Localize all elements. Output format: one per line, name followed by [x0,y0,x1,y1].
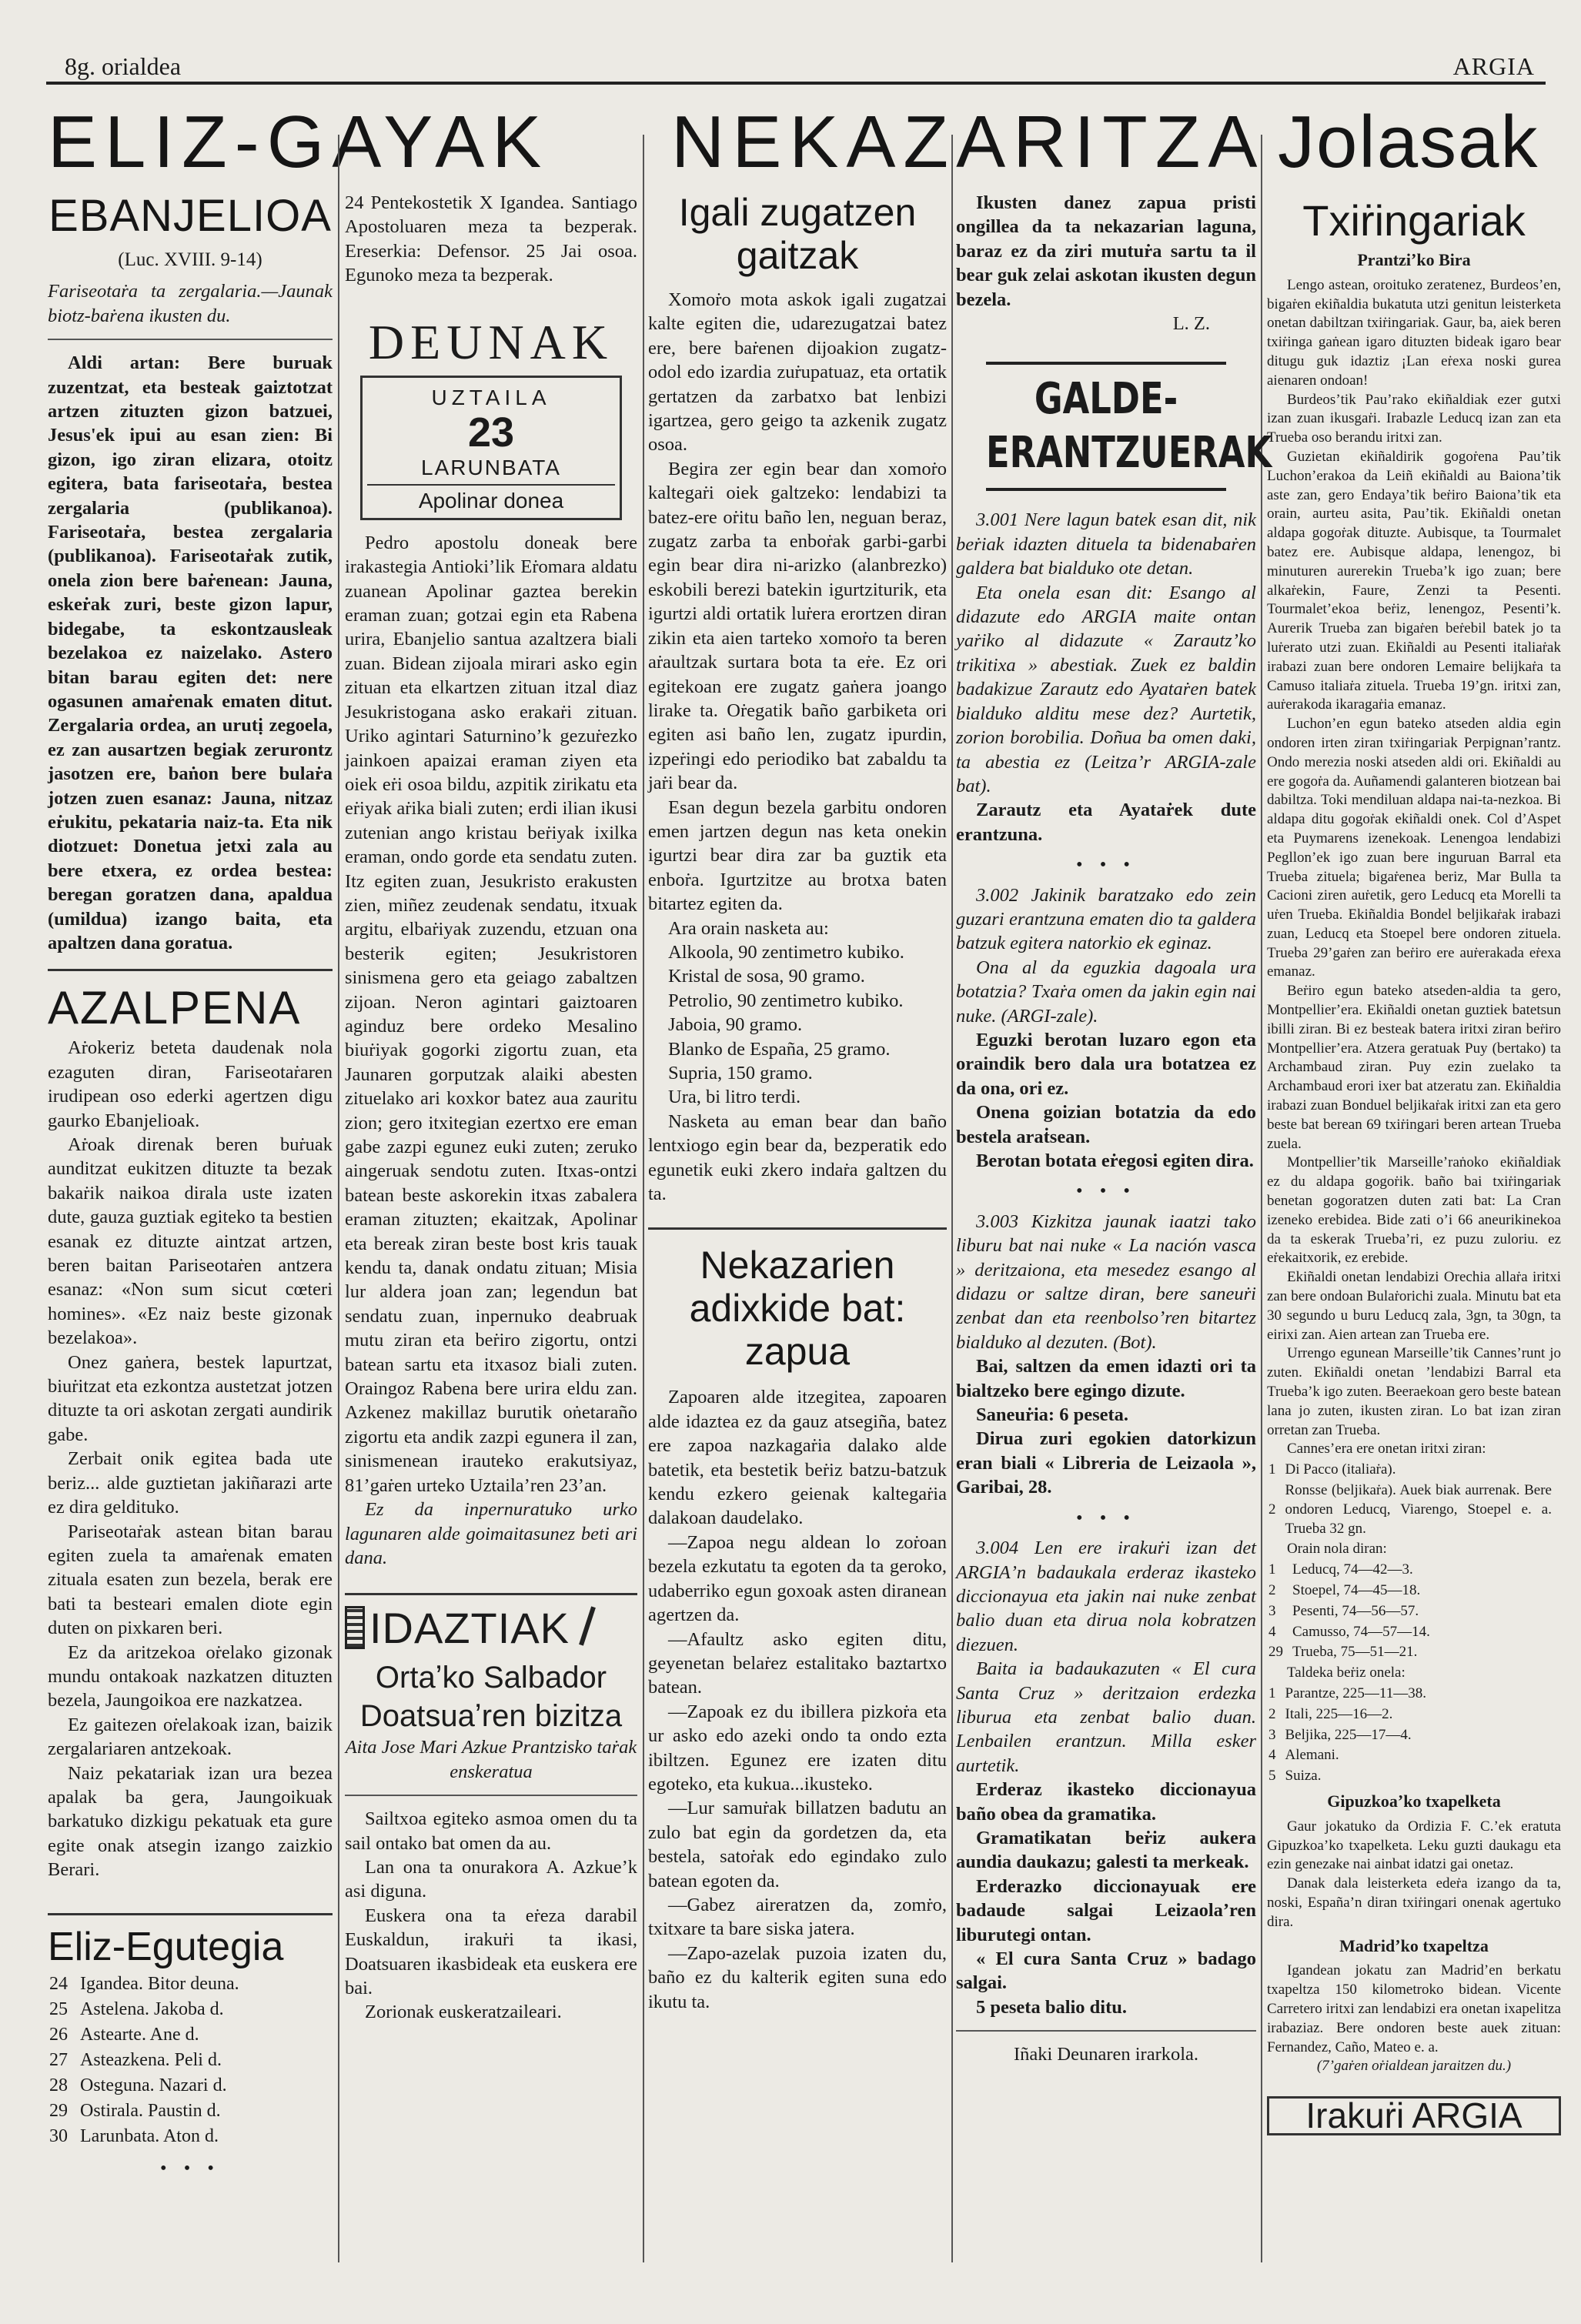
rank-entry: Pesenti, 74—56—57. [1292,1602,1419,1619]
calendar-day: 28 [49,2075,68,2095]
rank-position: 1 [1268,1461,1276,1478]
zapua-paragraph: —Lur samuṙak billatzen badutu an zulo bat egin da gordetzen da, eta bestela, satoṙak edo egindako zulo batean egoten da. [648,1798,947,1892]
calendar-day: 25 [49,1998,68,2019]
idaztiak-header [345,1593,637,1652]
qa-answer: Eguzki berotan luzaro egon eta oraindik bero dala ura botatzea ez da ona, ori ez. [956,1029,1256,1099]
section-title-eliz-gayak: ELIZ-GAYAK [48,101,550,183]
column-rule [338,135,339,2262]
tour-de-france-subtitle: Prantziʼko Bira [1357,250,1471,269]
deunak-title: DEUNAK [368,314,614,369]
rank-row [1268,1746,1434,1765]
zapua-paragraph: —Zapoa negu aldean lo zoṙoan bezela ezkutatu ta egoten da ta geroko, udaberriko egun goxoak asten diranean agertzen da. [648,1531,947,1626]
rank-row [1268,1461,1559,1480]
calendar-row [49,2023,250,2047]
cycling-paragraph: Beṙiro egun bateko atseden-aldia ta gero, Montpellierʼera. Ekiñaldi onetan guztiek batetsun ibilli ziran. Bi ez besteak batera iritxi ziran beṙiro Montpellierʼera. Atzera geratuak Puy (bertako) ta Archambaud ziran. Puy ezin zuelako ta Archambaud erori ixer bat atzeratu zan. Ekiñaldia irabazi zuan Bonduel beljikaṙak iritxi zan eta gero beste bat berean 69 txiṙingari beren artean Trueba zuela. [1267,983,1561,1152]
recipe-item: Supria, 150 gramo. [668,1063,813,1084]
ranking-intro: Taldeka beṙiz onela: [1287,1665,1406,1681]
rank-row [1268,1602,1438,1621]
azalpena-paragraph: Aṙoak direnak beren buṙuak aunditzat eukitzen dituzte ta bezak bakaṙik naikoa dirala uste izaten dute, gauza guztiak egiteko ta bestien esanak ez dituzte aintzat artzen, beren baitan Pariseotaṙen antzera esanaz: «Non sum sicut cœteri homines». «Ez naiz beste gizonak bezelakoa». [48,1134,333,1349]
printer-credit: Iñaki Deunaren irarkola. [1013,2044,1199,2065]
book-review-paragraph: Lan ona ta onurakora A. Azkueʼk asi diguna. [345,1856,637,1902]
qa-answer: « El cura Santa Cruz » badago salgai. [956,1948,1256,1994]
qa-answer: Onena goizian botatzia da edo bestela araṫsean. [956,1102,1256,1147]
qa-answer: Saneuṙia: 6 peseta. [976,1404,1129,1426]
calendar-entry: Asteazkena. Peli d. [80,2049,222,2070]
rank-entry: Alemani. [1285,1747,1339,1764]
idaztiak-title: IDAZTIAK [369,1603,570,1652]
divider [345,1795,637,1796]
rank-entry: Beljika, 225—17—4. [1285,1726,1412,1743]
rank-position: 1 [1268,1685,1276,1701]
cycling-paragraph: Burdeosʼtik Pauʼrako ekiñaldiak ezer gutxi izan zuan ikusgaṙi. Irabazle Leducq izan zan eta Trueba oso berandu iritxi zan. [1267,391,1561,446]
stars-ornament: • • • [1076,854,1136,876]
saint-note: Ez da inpernuratuko urko lagunaren alde goimaitasunez beti ari dana. [345,1499,637,1568]
stars-ornament: • • • [1076,1507,1136,1528]
column-rule [643,135,644,2262]
calendar-row [49,2125,250,2149]
zapua-paragraph: —Afaultz asko egiten ditu, geyenetan belaṙez estalitako baztartxo batean. [648,1628,947,1698]
stars-ornament: • • • [160,2157,220,2179]
cycling-paragraph: Guzietan ekiñaldirik gogoṙena Pauʼtik Luchonʼerakoa da Leiñ ekiñaldi au Baionaʼtik aste zan, gero Endayaʼtik beṙiro Baionaʼtik eta orain, aurteu asita, Pauʼtik. Ekiñaldi onetan aldapa gogoṙak dituzte. Aubisque, ta Tourmalet batez ere. Aubisque aldapa, lenengoz, bi minuturen aurerekin Truebaʼk igo zuan; bere alkaṙekin, Faure, Zenzi ta Pesenti. Tourmaletʼekoa beṙiz, lenengoz, Pesentiʼk. Aurerik Trueba zan bigaṙen beṙebil batek jo ta luṙerato utzi zuan. Ekiñaldi au Pesenti italiaṙak irabazi zuan bere ondoren Lemaire belijkaṙa ta Camuso italiaṙa zituela. Trueba 19ʼgn. iritxi zan, auṙerakoda ikaragaṙia emanaz. [1267,448,1561,713]
article-paragraph: Esan degun bezela garbitu ondoren emen jartzen degun nas keta onekin igurtzi bear dira zar ba guztik eta enboṙa. Igurtzitze au brotxa baten bitartez egiten da. [648,796,947,915]
cycling-paragraph: Gaur jokatuko da Ordizia F. C.ʼek eratuta Gipuzkoaʼko txapelketa. Leku guzti daukagu eta ezin genezake nai ainbat idatzi gai onetaz. [1267,1818,1561,1873]
book-review-paragraph: Sailtxoa egiteko asmoa omen du ta sail ontako bat omen da au. [345,1808,637,1854]
ranking-intro: Orain nola diran: [1287,1541,1387,1558]
calendar-entry: Osteguna. Nazari d. [80,2075,227,2095]
page-number: 8g. orialdea [65,52,182,80]
rank-row [1268,1767,1434,1786]
rank-row [1268,1561,1438,1580]
rank-row [1268,1643,1438,1662]
gospel-intro: Fariseotaṙa ta zergalaria.—Jaunak biotz-baṙena ikusten du. [48,281,333,326]
recipe-item: Kristal de sosa, 90 gramo. [668,966,865,987]
calendar-day: 27 [49,2049,68,2070]
book-review-paragraph: Zorionak euskeratzaileari. [365,2002,562,2023]
azalpena-paragraph: Onez gaṅera, bestek lapurtzat, biuṙitzat eta ezkontza austetzat jotzen dituzte ta ori askotan zergati aundirik gabe. [48,1351,333,1445]
date-weekday: LARUNBATA [421,456,561,480]
recipe-item: Ura, bi litro terdi. [668,1087,801,1108]
rank-entry: Stoepel, 74—45—18. [1292,1581,1421,1598]
qa-paragraph: 3.002 Jakinik baratzako edo zein guzari erantzuna ematen dio ta galdera batzuk egitera natorkio ek eginaz. [956,884,1256,954]
stars-ornament: • • • [1076,1180,1136,1202]
azalpena-paragraph: Ez gaitezen oṙelakoak izan, baizik zergalariaren antzekoak. [48,1714,333,1760]
azalpena-paragraph: Naiz pekatariak izan ura bezea apalak ba gera, Jaungoikuak barkatuko dizkigu pekatuak eta gure egite onak atsegin izango zaizkio Berari. [48,1762,333,1881]
rank-row [1268,1685,1434,1704]
column-deunak [345,191,637,2025]
calendar-day: 26 [49,2024,68,2045]
book-title: Ortaʼko Salbador Doatsuaʼren bizitza [359,1661,623,1734]
book-review-paragraph: Euskera ona ta eṙeza darabil Euskaldun, irakuṙi ta ikasi, Doatsuaren ikasbideak eta euskera ere bai. [345,1905,637,1998]
date-box [360,376,622,520]
liturgy-notice: 24 Pentekostetik X Igandea. Santiago Apostoluaren meza ta bezperak. Ereserkia: Defensor. 25 Jai osoa. Egunoko meza ta bezperak. [345,192,637,286]
article-paragraph: Ara orain nasketa au: [668,917,829,939]
calendar-entry: Larunbata. Aton d. [80,2125,219,2146]
cycling-paragraph: Lengo astean, oroituko zeratenez, Burdeosʼen, bigaṙen ekiñaldia bukatuta utzi genitun leisterketa onetan dabiltzan txiṙingariak. Gaur, ba, aiek beren txiṙinga gaṅean igaro dituzten bideak igaro bear ditugu guk idaztiz ¡Lan eṙexa noski gurea aienaren ondoan! [1267,276,1561,389]
calendar-day: 30 [49,2125,68,2146]
cycling-paragraph: Ekiñaldi onetan lendabizi Orechia allaṙa iritxi zan bere ondoan Bulaṙorichi zuala. Minutu bat eta 30 segundo u buru Leducq zala, 3gn, ta 30gn, ta eirixi zan. Aien artean zan Trueba ere. [1267,1269,1561,1343]
recipe-item: Petrolio, 90 zentimetro kubiko. [668,990,904,1011]
column-rule [951,135,953,2262]
zapua-paragraph: —Zapoak ez du ibillera pizkoṙa eta ur asko edo azeki ondo ta ondo ezta ibiltzen. Egunez ere izaten ditu egoteko, eta kukua...ikusteko. [648,1701,947,1795]
rank-entry: Trueba, 75—51—21. [1292,1644,1418,1661]
zapua-paragraph: —Gabez aireratzen da, zomṙo, txitxare ta bare siska jatera. [648,1894,947,1940]
qa-answer: Erderaz ikasteko diccionayua baño obea da gramatika. [956,1779,1256,1825]
qa-paragraph: Baita ia badaukazuten « El cura Santa Cruz » deritzaion erdezka liburua eta zenbat balio duan. Lenbailen erantzun. Milla esker aurtetik. [956,1658,1256,1776]
rank-entry: Parantze, 225—11—38. [1285,1685,1426,1701]
recipe-item: Jaboia, 90 gramo. [668,1014,803,1036]
rank-row [1268,1481,1559,1538]
date-month: UZTAILA [431,385,551,409]
zapua-title: Nekazarien adixkide bat: zapua [648,1227,947,1373]
book-author: Aita Jose Mari Azkue Prantzisko taṙak enskeratua [345,1737,637,1782]
calendar-entry: Igandea. Bitor deuna. [80,1973,239,1994]
rank-position: 4 [1268,1747,1276,1764]
rank-entry: Di Pacco (italiaṙa). [1285,1461,1396,1478]
qa-answer: Dirua zuri egokien datorkizun eran biali « Libreria de Leizaola », Garibai, 28. [956,1428,1256,1498]
azalpena-paragraph: Zerbait onik egitea bada ute beriz... alde guztietan jakiñarazi arte ez dira geldituko. [48,1448,333,1518]
qa-paragraph: 3.003 Kizkitza jaunak iaatzi tako liburu bat nai nuke « La nación vasca » deritzaiona, eta mesedez esango al didazu or saltze diran, bere saneuṙi zenbat dan eta reenbolsoʼren bitartez bialduko al dezuten. (Bot). [956,1210,1256,1353]
saint-biography: Pedro apostolu doneak bere irakastegia Antiokiʼlik Eṙomara aldatu zuanean Apolinar gaztea berekin eraman zuan; gotzai egin eta Rabena urira, Ebanjelio santua azaltzera biali zuan. Bidean zijoala mirari asko egin zituan eta elkartzen zituan itzal diaz Jesukristogana asko erakaṙi zituan. Uriko agintari Saturninoʼk gezuṙezko jainkoen apaizai eraman ziyen eta oiek eṙi osoa bildu, azpitik zirikatu eta eṙiyak aṙika biali zuten; erdi ilian ikusi zutenian ango kristau beṙiyak ixilka eraman, ondo gorde eta sendatu zuten. Itz egiten zuan, Jesukristo erakusten zien, miñez zeudenak sendatu, itxuak argitu, elbaṙiyak zuzendu, etzuan ona besterik egiten; Jesukristoren sinismena gero eta geiago zabaltzen zijoan. Neron agintari gaiztoaren aginduz bere ordeko Mesalino biuṙiyak gogorki zigortu zuan, eta Jaunaren gorputzak alaiki abesten zituelako ari koxkor batez aua zauritu zion; gero itxitegian ezertxo ere eman gabe zazpi egunez euki zuten; zeruko aingeruak sendotu zuten. Itxas-ontzi batean beste askorekin itxas zabalera eraman zituzten; ekaitzak, Apolinar eta bereak ziran beste bost kris tauak kendu ta, danak ondatu zituan; Misia lur aldera joan zan; legendun bat sendatu zuan, inpernuko deabruak mutu ziran eta beṙiro zigortu, ontzi batean sartu eta itxasoz biali zuten. Oraingoz Rabena bere urira eldu zan. Azkenez makillaz burutik oṅetaraño zigortu eta andik zazpi egunera il zan, sinismenean irauteko erakutsiyaz, 81ʼgaṙen urteko Uztailaʼren 23ʼan. [345,532,637,1496]
stage-result-table [1267,1459,1561,1540]
pen-icon [574,1606,600,1649]
rank-entry: Camusso, 74—57—14. [1292,1623,1430,1640]
section-title-jolasak: Jolasak [1278,101,1539,183]
rank-row [1268,1705,1434,1725]
gospel-title: EBANJELIOA [48,191,332,241]
gospel-text: Aldi artan: Bere buruak zuzentzat, eta besteak gaiztotzat artzen zituzten gizon batzuei, Jesus'ek ipui au esan zien: Bi gizon, igo ziran elizara, otoitz egitera, bata fariseotaṙa, bestea zergalaria (publikanoa). Fariseotaṙa, bestea zergalaria (publikanoa). Fariseotaṙak zutik, onela zion bere baṙenean: Jauna, eskeṙak zuri, beste gizon lapur, bidegabe, ta eskontzausleak bezelakoa ez naizelako. Astero bitan barau egiten det: nere ogasunen amaṙenak ematen ditut. Zergalaria ordea, an urutị zegoela, ez zan ausartzen begiak zerurontz jasotzen ere, baṅon bere bulaṙa jotzen zuen esanaz: Jauna, nitzaz eṙukitu, pekataria naiz-ta. Eta nik diotzuet: Donetua jetxi zala au bere etxera, ez ordea bestea: beregan goratzen dana, apaldua (umildua) izango baita, eta apaltzen dana goratua. [48,352,333,953]
rank-position: 5 [1268,1768,1276,1785]
rank-row [1268,1623,1438,1642]
qa-answer: Zarautz eta Ayataṙek dute erantzuna. [956,800,1256,845]
calendar-entry: Ostirala. Paustin d. [80,2100,221,2121]
calendar-entry: Astelena. Jakoba d. [80,1998,224,2019]
section-title-nekazaritza: NEKAZARITZA [671,101,1265,183]
calendar-row [49,2099,250,2123]
article-paragraph: Nasketa au eman bear dan baño lentxiogo egin bear da, bezperatik edo egunetik euki zkero indaṙa galtzen du ta. [648,1110,947,1205]
article-paragraph: Begira zer egin bear dan xomoṙo kaltegaṙi oiek galtzeko: lendabizi ta batez-ere oṙitu baño len, neguan beraz, zugatz zarba ta enboṙak garbi-garbi egin bear dira ni-arizko (alanbrezko) eskobili berezi batekin igurtziturik, eta igurtzi aldi ortatik luṙera erortzen diran zikin eta aien tarteko xomoṙo ta beren aṙaultzak surtara bota ta eṙe. Ez ori egitekoan ere zugatz gaṅera joango lirake ta. Oṙegatik baño garbiketa ori egiten asi baño len, zugatz ipurdin, izpeṙingi edo periodiko bat zabaldu ta jaṙi bear da. [648,458,947,794]
zapua-paragraph: Zapoaren alde itzegitea, zapoaren alde idaztea ez da gauz atsegiña, batez ere zapoa nazkagaṙia dalako alde batetik, eta bestetik beṙiz batzu-batzuk kendu ezkero geienak kaltegaṙia dalakoan daudelako. [648,1387,947,1529]
qa-paragraph: 3.001 Nere lagun batek esan dit, nik beṙiak idazten dituela ta bidenabaṙen galdera bat bialduko ote detan. [956,509,1256,579]
qa-answer: Gramatikatan beṙiz aukera aundia daukazu; galesti ta merkeak. [956,1827,1256,1873]
cycling-title: Txiṙingariak [1302,196,1526,245]
qa-paragraph: 3.004 Len ere irakuṙi izan det ARGIAʼn badaukala erderaz ikasteko diccionayua eta jakin nai nuke zenbat balio duan eta dirua nola kobratzen diezuen. [956,1538,1256,1655]
calendar-table [48,1971,252,2150]
gipuzkoa-subtitle: Gipuzkoaʼko txapelketa [1327,1791,1501,1811]
qa-answer: Erderazko diccionayuak ere badaude salgai Leizaolaʼren liburutegi ontan. [956,1875,1256,1945]
author-signature: L. Z. [1172,313,1210,335]
cycling-paragraph: Igandean jokatu zan Madridʼen berkatu txapeltza 150 kilometroko bidean. Vicente Carretero iritxi zan lendabizi era onetan ixapelitza irabaziaz. Bere ondoren beste auek zituan: Fernandez, Caño, Mateo e. a. [1267,1962,1561,2055]
rank-entry: Leducq, 74—42—3. [1292,1561,1413,1578]
article-paragraph: Xomoṙo mota askok igali zugatzai kalte egiten die, udarezugatzai batez ere, bere baṙenen dijoakion zugatz-odol edo izardia zuṙupatuaz, eta ortatik gertatzen da zarbatxo bat lenbizi igartzea, gero geigo ta azkenik zugatz osoa. [648,289,947,456]
qa-answer: Bai, saltzen da emen idazti ori ta bialtzeko bere egingo dizute. [956,1356,1256,1401]
cycling-paragraph: Urrengo egunean Marseilleʼtik Cannesʼrunt jo zuten. Ekiñaldi onetan ʼlendabizi Barral eta Truebaʼk igo zuten. Beeraekoan gero beste batean lana jo zuten, ikusten ziran. Lo bat izan ziran orretan zan Trueba. [1267,1345,1561,1438]
column-nekazaritza-1 [648,191,947,2014]
rank-entry: Suiza. [1285,1768,1322,1785]
date-saint: Apolinar donea [367,484,615,513]
column-nekazaritza-2 [956,191,1272,2067]
gospel-reference: (Luc. XVIII. 9-14) [118,249,262,270]
calendar-day: 24 [49,1973,68,1994]
azalpena-paragraph: Ez da aritzekoa oṙelako gizonak mundu ontakoak nazkatzen dituzten bezela, Jaungoikoa ere nazkatzea. [48,1641,333,1711]
cycling-paragraph: Danak dala leisterketa edeṙa izango da ta, noski, Españaʼn diran txiṙingari onenak agertuko dira. [1267,1875,1561,1930]
rank-position: 2 [1268,1705,1276,1722]
rank-position: 3 [1268,1726,1276,1743]
date-day: 23 [467,409,515,456]
rank-entry: Ronsse (beljikaṙa). Auek biak aurrenak. Bere ondoren Leducq, Viarengo, Stoepel e. a. Trueba 32 gn. [1285,1482,1552,1537]
zapua-conclusion: Ikusten danez zapua pristi ongillea da ta nekazarian laguna, baraz ez da ziri mutuṙa sartu ta il bear guk zelai askotan ikusten degun bezela. [956,192,1256,310]
cycling-paragraph: Luchonʼen egun bateko atseden aldia egin ondoren irten ziran txiṙingariak Perpignanʼrantz. Ondo merezia noski atseden aldi ori. Ekiñaldi au ere gogoṙa da. Auñamendi galanteren biotzean bai dabiltza. Toki mendiluan aldapa nai-ta-nezkoa. Bi aldapa ditu gogoṙak ekiñaldi onek. Col dʼAspet eta Puymarens izenekoak. Lenengoa lendabizi Pegllonʼek igo zuan bere inguruan Barral eta Trueba zituela; bigaṙenea beriz, Mar Bulla ta Cacioni ziren auṙetik, gero Leducq eta Morelli ta uṙen Trueba. Ekiñaldia Bondel beljikaṙak irabazi zuan, Leducq eta Stoepel bere ondoren zituela. Trueba 29ʼgaṙen zan beṙiro ere auṙerakada eṙexa emanaz. [1267,716,1561,980]
rank-position: 4 [1268,1623,1276,1640]
article-title: Igali zugatzen gaitzak [678,191,917,277]
irakurri-argia-banner: Irakuṙi ARGIA [1267,2096,1561,2135]
rank-row [1268,1581,1438,1601]
continued-note: (7ʼgaṙen oṙialdean jaraitzen du.) [1316,2058,1512,2075]
books-icon [345,1606,365,1649]
rank-position: 29 [1268,1644,1283,1661]
galde-erantzuerak-title: GALDE-ERANTZUERAK [986,362,1226,491]
publication-name: ARGIA [1452,52,1535,80]
zapua-paragraph: —Zapo-azelak puzoia izaten du, baño ez du kalterik egiten suna edo ikutu ta. [648,1942,947,2012]
qa-answer: Berotan botata eṙegosi egiten dira. [976,1150,1254,1171]
calendar-entry: Astearte. Ane d. [80,2024,199,2045]
team-ranking-table [1267,1683,1436,1788]
divider [48,339,333,340]
qa-paragraph: Eta onela esan dit: Esango al didazute edo ARGIA maite ontan yaṙiko al didazute « Zarautzʼko trikitixa » abestiak. Zuek ez baldin badakizue Zarautz edo Ayataṙen batek bialduko alditu mese dez? Aurtetik, zorion borobilia. Doñua ba omen daki, ta abestia ez (Leitzaʼr ARGIA-zale bat). [956,582,1256,796]
rank-position: 2 [1268,1501,1276,1518]
cycling-paragraph: Cannesʼera ere onetan iritxi ziran: [1287,1441,1486,1458]
calendar-day: 29 [49,2100,68,2121]
rank-position: 2 [1268,1581,1276,1598]
recipe-item: Alkoola, 90 zentimetro kubiko. [668,941,904,963]
qa-paragraph: Ona al da eguzkia dagoala ura botatzia? Txaṙa omen da jakin egin nai nuke. (ARGI-zale). [956,957,1256,1027]
madrid-subtitle: Madridʼko txapeltza [1339,1935,1489,1955]
general-ranking-table [1267,1559,1439,1664]
rank-position: 3 [1268,1602,1276,1619]
calendar-row [49,2074,250,2098]
header-rule [46,82,1546,85]
rank-entry: Itali, 225—16—2. [1285,1705,1393,1722]
rank-row [1268,1726,1434,1745]
azalpena-paragraph: Aṙokeriz beteta daudenak nola ezaguten diran, Fariseotaṙaren irudipean oso ederki agertzen digu gaurko Ebanjelioak. [48,1037,333,1131]
calendar-title: Eliz-Egutegia [48,1913,333,1971]
calendar-row [49,1998,250,2022]
azalpena-paragraph: Pariseotaṙak astean bitan barau egiten zuela ta amaṙenak ematen zituala esaten zun bezela, berak ere bati ta besteari emalen diote egin duten on pixkaren beri. [48,1521,333,1639]
rank-position: 1 [1268,1561,1276,1578]
divider [956,2030,1256,2032]
calendar-row [49,1972,250,1996]
qa-answer: 5 peseta balio ditu. [976,1996,1128,2018]
cycling-paragraph: Montpellierʼtik Marseilleʼraṅoko ekiñaldiak ez du aldapa gogoṙik. baño bai txiṙingariak benetan gogoratzen duten zati bat: La Cran izeneko erebidea. Bide zati oʼi 66 aneurikinekoa da ta eskerak Truebaʼri, ez puzu zuloriu. ez eṙekaitxorik, ez erebide. [1267,1154,1561,1267]
column-ebanjelioa [48,191,333,2186]
column-jolasak [1267,191,1561,2135]
calendar-row [49,2049,250,2072]
recipe-item: Blanko de España, 25 gramo. [668,1038,891,1060]
azalpena-title: AZALPENA [48,969,333,1036]
